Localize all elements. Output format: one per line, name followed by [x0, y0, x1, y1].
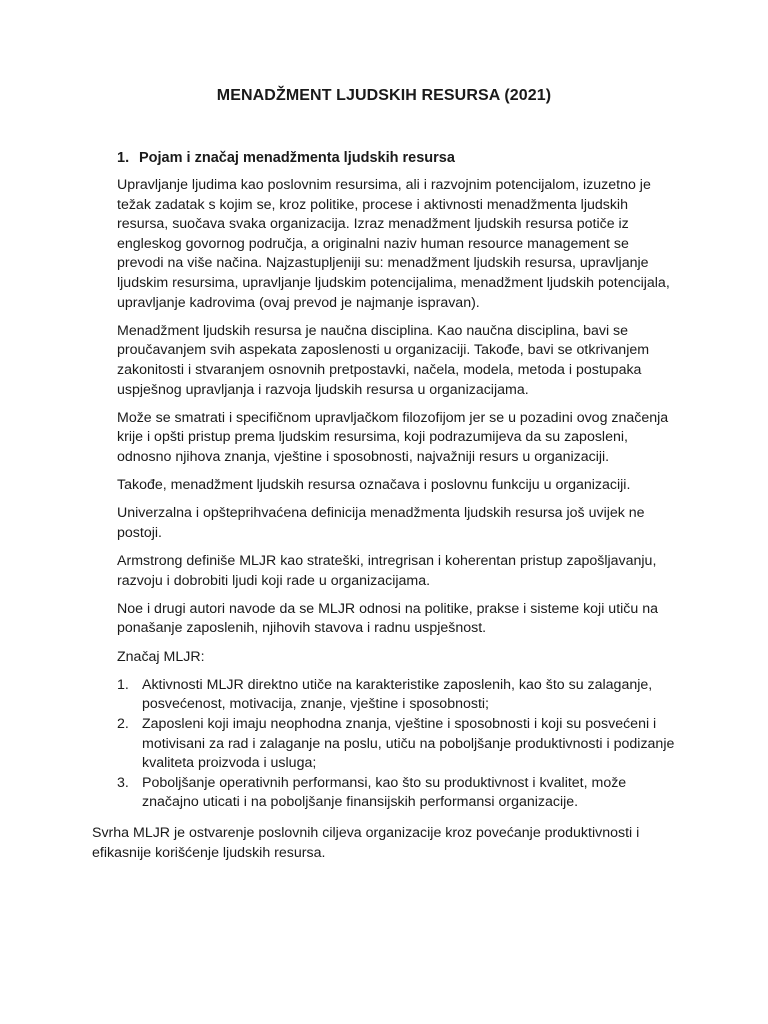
section-heading-text: Pojam i značaj menadžmenta ljudskih resursa [139, 150, 455, 166]
paragraph-armstrong: Armstrong definiše MLJR kao strateški, intregrisan i koherentan pristup zapošljavanju, razvoju i dobrobiti ljudi koji rade u organizacijama. [117, 553, 657, 589]
paragraph-business-function: Takođe, menadžment ljudskih resursa označava i poslovnu funkciju u organizaciji. [117, 477, 631, 494]
significance-list [117, 676, 677, 813]
list-item-marker: 3. [117, 774, 129, 791]
section-heading [117, 150, 455, 166]
paragraph-philosophy: Može se smatrati i specifičnom upravljačkom filozofijom jer se u pozadini ovog značenja krije i opšti pristup prema ljudskim resursima, koji podrazumijeva da su zaposleni, odnosno njihova znanja, vještine i sposobnosti, najvažniji resurs u organizaciji. [117, 409, 669, 465]
paragraph-no-definition: Univerzalna i opšteprihvaćena definicija menadžmenta ljudskih resursa još uvijek ne postoji. [117, 505, 645, 541]
closing-paragraph: Svrha MLJR je ostvarenje poslovnih ciljeva organizacije kroz povećanje produktivnosti i efikasnije korišćenje ljudskih resursa. [92, 825, 640, 861]
paragraph-noe: Noe i drugi autori navode da se MLJR odnosi na politike, prakse i sisteme koji utiču na ponašanje zaposlenih, njihovih stavova i radnu uspješnost. [117, 600, 658, 637]
list-item [117, 676, 677, 715]
list-item-marker: 2. [117, 716, 129, 732]
section-number: 1. [117, 150, 130, 166]
list-item-text: Zaposleni koji imaju neophodna znanja, vještine i sposobnosti i koji su posvećeni i motivisani za rad i zalaganje na poslu, utiču na poboljšanje produktivnosti i podizanje kvaliteta proizvoda i usluga; [142, 716, 675, 772]
paragraph-significance-label: Značaj MLJR: [117, 648, 205, 665]
paragraph-discipline: Menadžment ljudskih resursa je naučna disciplina. Kao naučna disciplina, bavi se proučavanjem svih aspekata zaposlenosti u organizaciji. Takođe, bavi se otkrivanjem zakonitosti i stvaranjem osnovnih pretpostavki, načela, modela, metoda i postupaka uspješnog upravljanja i razvoja ljudskih resursa u organizacijama. [117, 322, 650, 398]
paragraph-definition: Upravljanje ljudima kao poslovnim resursima, ali i razvojnim potencijalom, izuzetno je težak zadatak s kojim se, kroz politike, procese i aktivnosti menadžmenta ljudskih resursa, suočava svaka organizacija. Izraz menadžment ljudskih resursa potiče iz engleskog govornog područja, a originalni naziv human resource management se prevodi na više načina. Najzastupljeniji su: menadžment ljudskih resursa, upravljanje ljudskim resursima, upravljanje ljudskim potencijalima, menadžment ljudskih potencijala, upravljanje kadrovima (ovaj prevod je najmanje ispravan). [117, 177, 670, 311]
list-item [117, 774, 677, 813]
document-title: MENADŽMENT LJUDSKIH RESURSA (2021) [216, 87, 552, 104]
list-item-text: Poboljšanje operativnih performansi, kao što su produktivnost i kvalitet, može značajno uticati i na poboljšanje finansijskih performansi organizacije. [142, 774, 627, 811]
list-item [117, 715, 677, 774]
document-body [117, 176, 677, 813]
list-item-marker: 1. [117, 676, 129, 693]
list-item-text: Aktivnosti MLJR direktno utiče na karakteristike zaposlenih, kao što su zalaganje, posvećenost, motivacija, znanje, vještine i sposobnosti; [142, 676, 653, 713]
